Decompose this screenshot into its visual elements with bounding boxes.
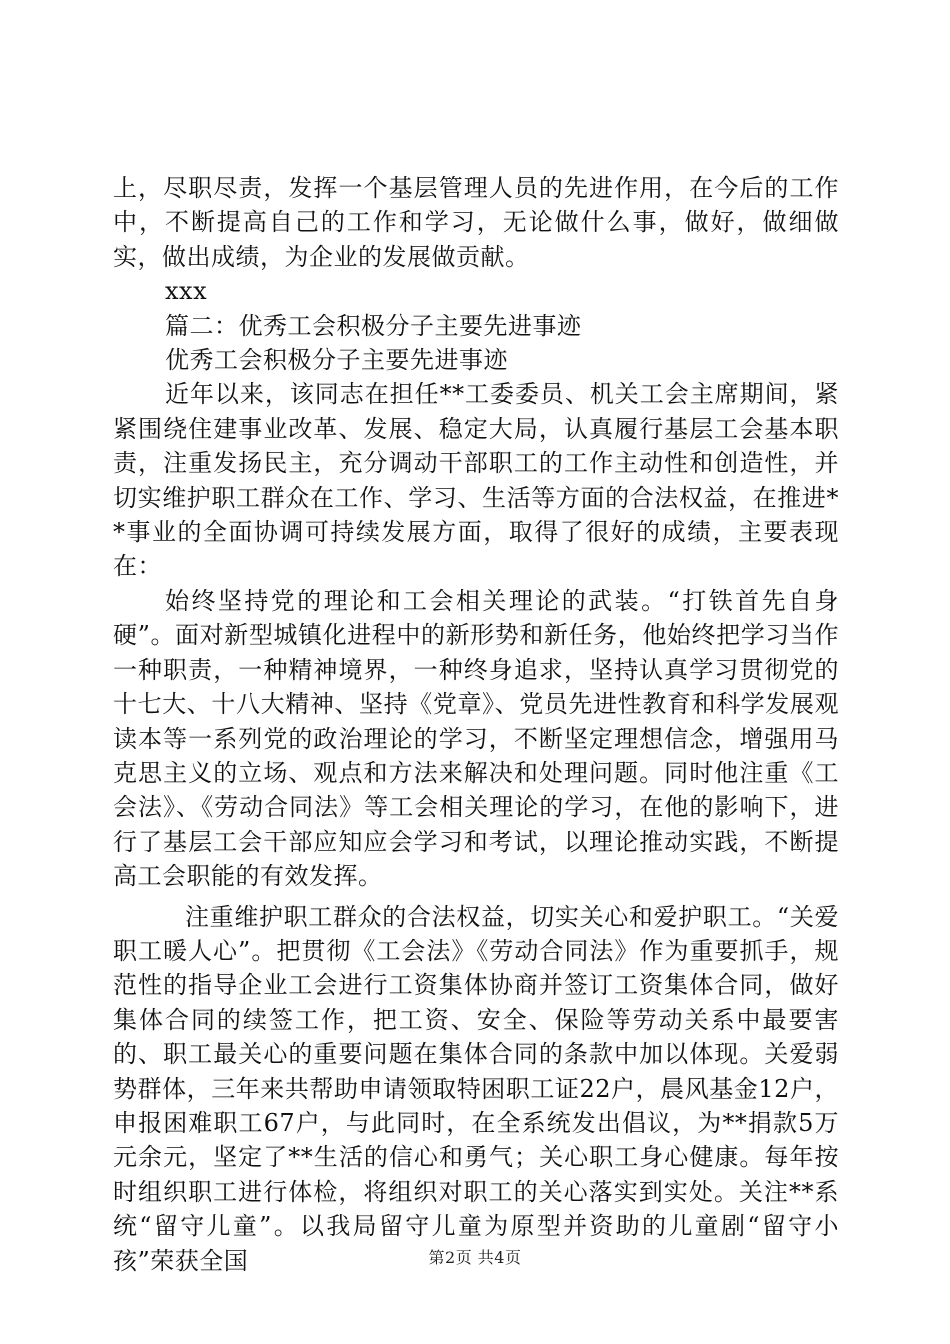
document-body bbox=[113, 171, 839, 1278]
article-title: 优秀工会积极分子主要先进事迹 bbox=[165, 346, 508, 375]
paragraph-intro: 近年以来，该同志在担任**工委委员、机关工会主席期间，紧紧围绕住建事业改革、发展、稳定大局，认真履行基层工会基本职责，注重发扬民主，充分调动干部职工的工作主动性和创造性，并切实维护职工群众在工作、学习、生活等方面的合法权益，在推进**事业的全面协调可持续发展方面，取得了很好的成绩，主要表现在： bbox=[113, 380, 839, 581]
paragraph-continuation: 上，尽职尽责，发挥一个基层管理人员的先进作用，在今后的工作中，不断提高自己的工作和学习，无论做什么事，做好，做细做实，做出成绩，为企业的发展做贡献。 bbox=[113, 174, 839, 271]
paragraph-rights: 注重维护职工群众的合法权益，切实关心和爱护职工。“关爱职工暖人心”。把贯彻《工会法》《劳动合同法》作为重要抓手，规范性的指导企业工会进行工资集体协商并签订工资集体合同，做好集体合同的续签工作，把工资、安全、保险等劳动关系中最要害的、职工最关心的重要问题在集体合同的条款中加以体现。关爱弱势群体，三年来共帮助申请领取特困职工证22户，晨风基金12户，申报困难职工67户，与此同时，在全系统发出倡议，为**捐款5万元余元，坚定了**生活的信心和勇气；关心职工身心健康。每年按时组织职工进行体检，将组织对职工的关心落实到实处。关注**系统“留守儿童”。以我局留守儿童为原型并资助的儿童剧“留守小孩”荣获全国 bbox=[113, 902, 839, 1275]
paragraph-signature: xxx bbox=[165, 277, 208, 306]
section-heading: 篇二：优秀工会积极分子主要先进事迹 bbox=[165, 311, 582, 340]
paragraph-theory: 始终坚持党的理论和工会相关理论的武装。“打铁首先自身硬”。面对新型城镇化进程中的新形势和新任务，他始终把学习当作一种职责，一种精神境界，一种终身追求，坚持认真学习贯彻党的十七大、十八大精神、坚持《党章》、党员先进性教育和科学发展观读本等一系列党的政治理论的学习，不断坚定理想信念，增强用马克思主义的立场、观点和方法来解决和处理问题。同时他注重《工会法》、《劳动合同法》等工会相关理论的学习，在他的影响下，进行了基层工会干部应知应会学习和考试，以理论推动实践，不断提高工会职能的有效发挥。 bbox=[113, 586, 839, 891]
page-number: 第2页 共4页 bbox=[428, 1248, 522, 1267]
